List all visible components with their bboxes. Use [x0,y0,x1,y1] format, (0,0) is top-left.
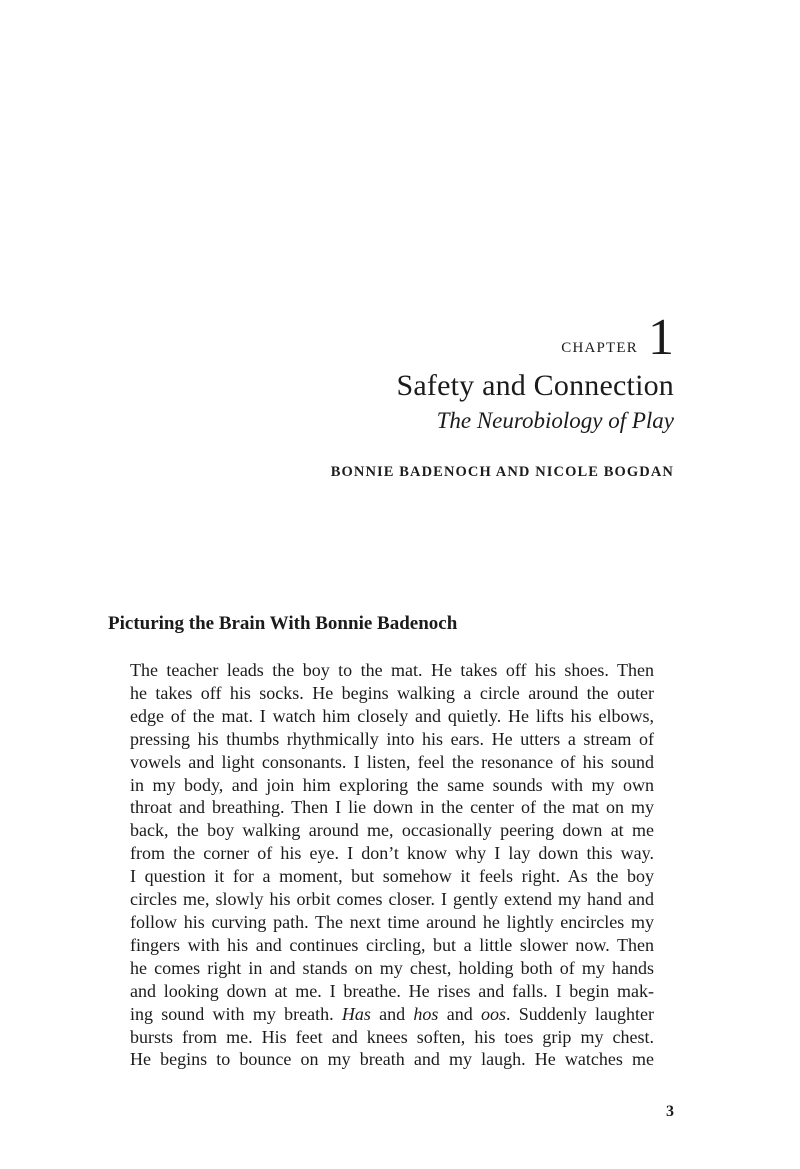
italic-word: hos [413,1003,439,1024]
chapter-authors: BONNIE BADENOCH AND NICOLE BOGDAN [330,464,674,480]
text-line: edge of the mat. I watch him closely and quietly. He lifts his elbows, [130,705,654,726]
text-line: I question it for a moment, but somehow it feels right. As the boy [130,866,654,887]
page-number: 3 [666,1103,674,1120]
body-paragraph [130,659,654,1071]
text-line: He begins to bounce on my breath and my laugh. He watches me [130,1049,654,1070]
chapter-header [330,309,674,481]
section-heading: Picturing the Brain With Bonnie Badenoch [108,613,458,634]
chapter-number: 1 [648,309,674,366]
italic-word: oos [480,1003,506,1024]
text-line: ing sound with my breath. Has and hos and oos. Suddenly laughter [130,1003,655,1024]
text-line: bursts from me. His feet and knees soften, his toes grip my chest. [130,1026,654,1047]
text-line: back, the boy walking around me, occasionally peering down at me [130,820,654,841]
text-line: vowels and light consonants. I listen, feel the resonance of his sound [130,751,654,772]
text-line: circles me, slowly his orbit comes closer. I gently extend my hand and [130,889,654,910]
text-line: fingers with his and continues circling, but a little slower now. Then [130,934,654,955]
italic-word: Has [341,1003,371,1024]
chapter-label-line [331,309,674,366]
text-line: The teacher leads the boy to the mat. He takes off his shoes. Then [130,660,654,680]
chapter-label: CHAPTER [561,340,638,356]
text-line: pressing his thumbs rhythmically into his ears. He utters a stream of [130,728,654,749]
text-line: from the corner of his eye. I don’t know why I lay down this way. [130,843,654,864]
text-line: throat and breathing. Then I lie down in the center of the mat on my [130,797,654,818]
text-line: he takes off his socks. He begins walking a circle around the outer [130,682,654,703]
text-line: and looking down at me. I breathe. He rises and falls. I begin mak- [130,980,654,1001]
text-line: follow his curving path. The next time around he lightly encircles my [130,911,654,932]
chapter-title: Safety and Connection [396,369,674,402]
text-line: in my body, and join him exploring the same sounds with my own [130,774,654,795]
chapter-subtitle: The Neurobiology of Play [436,408,674,433]
text-line: he comes right in and stands on my chest, holding both of my hands [130,957,654,978]
